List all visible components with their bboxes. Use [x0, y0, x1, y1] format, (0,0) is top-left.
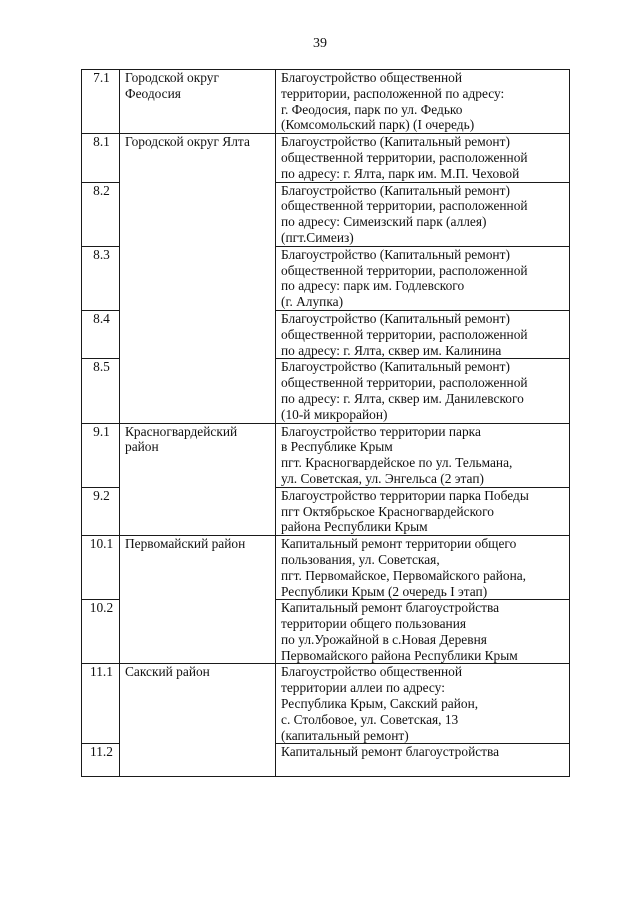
- row-number: 11.1: [82, 664, 120, 744]
- description-line: территории, расположенной по адресу:: [281, 85, 505, 101]
- municipality-line: Феодосия: [125, 85, 181, 101]
- description-line: Капитальный ремонт территории общего: [281, 536, 517, 552]
- project-description: [276, 182, 570, 246]
- description-line: района Республики Крым: [281, 519, 428, 535]
- row-number: 10.1: [82, 536, 120, 600]
- description-line: Благоустройство (Капитальный ремонт): [281, 359, 510, 375]
- description-line: по адресу: г. Ялта, сквер им. Калинина: [281, 342, 502, 358]
- description-line: пользования, ул. Советская,: [281, 551, 440, 567]
- description-line: территории аллеи по адресу:: [281, 680, 445, 696]
- project-description: [276, 423, 570, 487]
- municipality-cell: [120, 70, 276, 134]
- municipality-line: Красногвардейский: [125, 423, 238, 439]
- row-number: 8.4: [82, 310, 120, 358]
- description-line: (пгт.Симеиз): [281, 229, 354, 245]
- project-description: [276, 487, 570, 535]
- table-row: [82, 423, 570, 487]
- row-number: 7.1: [82, 70, 120, 134]
- row-number: 11.2: [82, 744, 120, 777]
- description-line: Благоустройство территории парка Победы: [281, 487, 529, 503]
- row-number: 8.3: [82, 246, 120, 310]
- description-line: Капитальный ремонт благоустройства: [281, 744, 500, 760]
- description-line: (капитальный ремонт): [281, 727, 409, 743]
- municipality-cell: [120, 423, 276, 536]
- municipality-cell: [120, 664, 276, 777]
- description-line: Благоустройство общественной: [281, 70, 463, 85]
- project-description: [276, 744, 570, 777]
- description-line: [281, 760, 566, 776]
- description-line: пгт. Первомайское, Первомайского района,: [281, 567, 527, 583]
- row-number: 8.5: [82, 359, 120, 423]
- row-number: 8.2: [82, 182, 120, 246]
- project-description: [276, 134, 570, 182]
- municipality-line: район: [125, 439, 159, 455]
- description-line: по адресу: Симеизский парк (аллея): [281, 214, 487, 230]
- description-line: с. Столбовое, ул. Советская, 13: [281, 711, 459, 727]
- description-line: (Комсомольский парк) (I очередь): [281, 117, 475, 133]
- municipality-line: Сакский район: [125, 664, 210, 680]
- description-line: (г. Алупка): [281, 294, 344, 310]
- description-line: Республики Крым (2 очередь I этап): [281, 583, 488, 599]
- description-line: по адресу: г. Ялта, сквер им. Данилевского: [281, 390, 524, 406]
- project-description: [276, 310, 570, 358]
- description-line: Капитальный ремонт благоустройства: [281, 600, 500, 616]
- description-line: общественной территории, расположенной: [281, 326, 528, 342]
- description-line: Благоустройство территории парка: [281, 423, 481, 439]
- description-line: в Республике Крым: [281, 439, 393, 455]
- description-line: г. Феодосия, парк по ул. Федько: [281, 101, 463, 117]
- table-row: [82, 536, 570, 600]
- description-line: пгт. Красногвардейское по ул. Тельмана,: [281, 455, 513, 471]
- row-number: 8.1: [82, 134, 120, 182]
- municipality-line: Первомайский район: [125, 536, 246, 552]
- table-row: [82, 70, 570, 134]
- description-line: общественной территории, расположенной: [281, 375, 528, 391]
- description-line: пгт Октябрьское Красногвардейского: [281, 503, 494, 519]
- municipality-line: Городской округ: [125, 70, 219, 85]
- description-line: по адресу: парк им. Годлевского: [281, 278, 465, 294]
- row-number: 9.1: [82, 423, 120, 487]
- description-line: Республика Крым, Сакский район,: [281, 696, 479, 712]
- project-description: [276, 359, 570, 423]
- project-description: [276, 664, 570, 744]
- projects-table: [81, 69, 570, 777]
- description-line: общественной территории, расположенной: [281, 149, 528, 165]
- row-number: 9.2: [82, 487, 120, 535]
- description-line: общественной территории, расположенной: [281, 198, 528, 214]
- table-row: [82, 134, 570, 182]
- description-line: по адресу: г. Ялта, парк им. М.П. Чеховой: [281, 165, 520, 181]
- table-row: [82, 664, 570, 744]
- description-line: Первомайского района Республики Крым: [281, 647, 518, 663]
- municipality-cell: [120, 536, 276, 664]
- row-number: 10.2: [82, 600, 120, 664]
- page-number: 39: [313, 36, 327, 51]
- description-line: ул. Советская, ул. Энгельса (2 этап): [281, 470, 484, 486]
- description-line: (10-й микрорайон): [281, 406, 388, 422]
- description-line: Благоустройство (Капитальный ремонт): [281, 246, 510, 262]
- project-description: [276, 536, 570, 600]
- description-line: Благоустройство (Капитальный ремонт): [281, 310, 510, 326]
- project-description: [276, 600, 570, 664]
- description-line: Благоустройство (Капитальный ремонт): [281, 182, 510, 198]
- description-line: территории общего пользования: [281, 616, 467, 632]
- description-line: общественной территории, расположенной: [281, 262, 528, 278]
- description-line: Благоустройство общественной: [281, 664, 463, 680]
- project-description: [276, 70, 570, 134]
- project-description: [276, 246, 570, 310]
- description-line: по ул.Урожайной в с.Новая Деревня: [281, 631, 487, 647]
- description-line: Благоустройство (Капитальный ремонт): [281, 134, 510, 150]
- municipality-line: Городской округ Ялта: [125, 134, 250, 150]
- municipality-cell: [120, 134, 276, 423]
